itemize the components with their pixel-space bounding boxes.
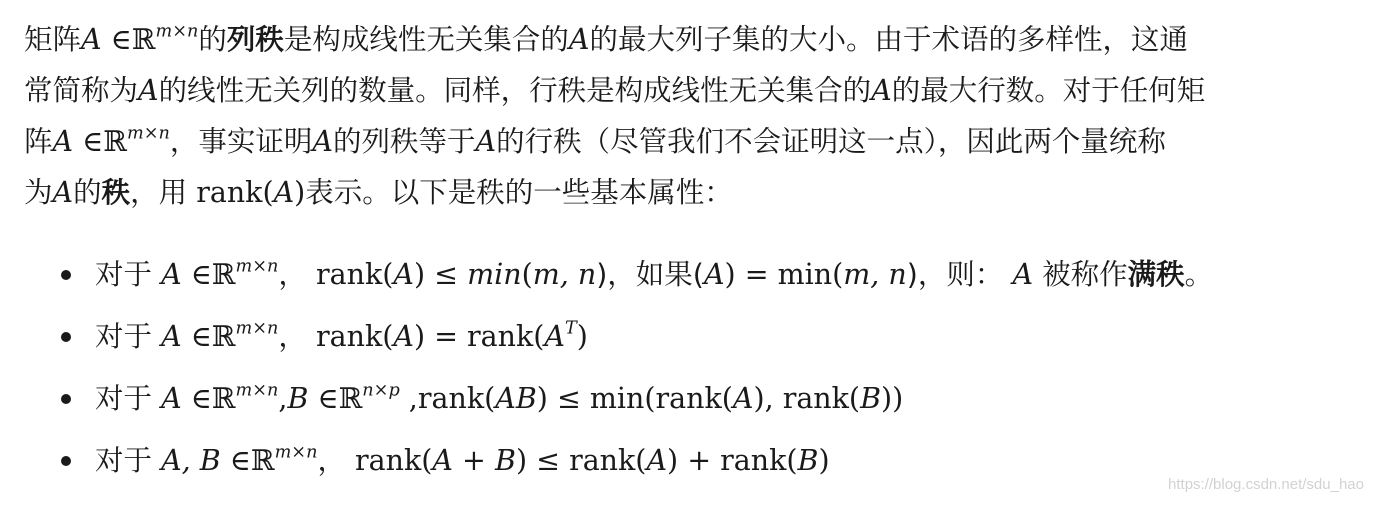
math-set: ∈ℝ — [220, 444, 275, 477]
math-var: A — [703, 258, 725, 291]
math-paren: ) — [576, 320, 588, 353]
text-run: 的线性无关列的数量。同样，行秩是构成线性无关集合的 — [158, 74, 872, 107]
math-var: A — [393, 258, 414, 291]
text-run: 的最大行数。对于任何矩 — [891, 74, 1206, 107]
text-run: 矩阵 — [24, 23, 82, 56]
math-var: A — [544, 320, 566, 353]
math-expr: ) = rank( — [413, 320, 545, 353]
math-var: A — [475, 125, 497, 158]
paragraph-line-3 — [24, 116, 1360, 167]
text-run: 对于 — [95, 444, 162, 477]
math-expr: ,rank( — [399, 382, 496, 415]
math-var: A — [568, 23, 590, 56]
math-paren: )) — [881, 382, 904, 415]
text-run: 的行秩（尽管我们不会证明这一点），因此两个量统称 — [496, 125, 1166, 158]
watermark-url: https://blog.csdn.net/sdu_hao — [1168, 476, 1364, 493]
paragraph-line-2 — [24, 65, 1360, 116]
text-run: ，用 — [130, 176, 197, 209]
text-run: 为 — [24, 176, 53, 209]
text-run: ，事实证明 — [169, 125, 313, 158]
math-var: A — [52, 125, 74, 158]
math-var: B — [495, 444, 516, 477]
math-set: ∈ℝ — [101, 23, 156, 56]
math-expr: ) = min( — [724, 258, 844, 291]
paragraph-line-1 — [24, 14, 1360, 65]
math-dim: m×n — [274, 442, 318, 463]
list-item — [24, 368, 1213, 430]
math-expr: ) ≤ — [413, 258, 468, 291]
math-dim: n×p — [362, 380, 400, 401]
math-var: A — [81, 23, 102, 56]
bullet-icon — [61, 394, 71, 404]
math-var: B — [860, 382, 882, 415]
math-var: A — [393, 320, 414, 353]
bullet-icon — [61, 456, 71, 466]
math-set: ∈ℝ — [181, 382, 236, 415]
text-run: 是构成线性无关集合的 — [283, 23, 569, 56]
term-rank: 秩 — [101, 176, 131, 209]
math-set: ∈ℝ — [181, 320, 236, 353]
text-run: )，则： — [906, 258, 1013, 291]
math-set: ∈ℝ — [181, 258, 236, 291]
text-run: 的最大列子集的大小。由于术语的多样性，这通 — [589, 23, 1189, 56]
text-run: 表示。以下是秩的一些基本属性： — [305, 176, 733, 209]
math-var: A — [312, 125, 333, 158]
math-var: A — [646, 444, 668, 477]
text-run: 的 — [73, 176, 102, 209]
math-paren: ( — [521, 258, 533, 291]
math-var: A — [161, 382, 182, 415]
math-var: A — [161, 258, 182, 291]
math-var: A — [273, 176, 295, 209]
text-run: 的列秩等于 — [332, 125, 476, 158]
text-run: 被称作 — [1033, 258, 1128, 291]
bullet-icon — [61, 270, 71, 280]
rank-properties-list — [24, 244, 1213, 492]
intro-paragraph — [24, 14, 1360, 218]
math-expr: ) ≤ min(rank( — [536, 382, 733, 415]
term-column-rank: 列秩 — [226, 23, 284, 56]
math-var: A — [1012, 258, 1034, 291]
math-var: B — [797, 444, 819, 477]
list-item — [24, 306, 1213, 368]
math-paren: ) — [818, 444, 830, 477]
math-paren: ) — [294, 176, 306, 209]
math-expr: ， rank( — [317, 444, 433, 477]
math-var: AB — [495, 382, 537, 415]
math-set: ∈ℝ — [73, 125, 127, 158]
math-dim: m×n — [126, 123, 170, 144]
text-run: 对于 — [95, 382, 162, 415]
math-transpose: T — [565, 318, 577, 339]
math-expr: + — [453, 444, 495, 477]
list-item — [24, 430, 1213, 492]
bullet-icon — [61, 332, 71, 342]
text-run: 常简称为 — [24, 74, 139, 107]
math-var: A — [138, 74, 159, 107]
math-var: A, B — [161, 444, 221, 477]
list-item — [24, 244, 1213, 306]
text-run: )，如果( — [596, 258, 704, 291]
math-func: min — [467, 258, 522, 291]
math-dim: m×n — [235, 380, 279, 401]
text-run: 的 — [198, 23, 227, 56]
math-var: A — [161, 320, 182, 353]
text-run: 对于 — [95, 258, 162, 291]
math-dim: m×n — [155, 21, 199, 42]
math-dim: m×n — [235, 318, 279, 339]
paragraph-line-4 — [24, 167, 1360, 218]
math-var: A — [732, 382, 754, 415]
math-expr: ) ≤ rank( — [515, 444, 647, 477]
math-dim: m×n — [235, 256, 279, 277]
math-var: m, n — [843, 258, 907, 291]
math-set: ∈ℝ — [308, 382, 363, 415]
math-var: A — [432, 444, 453, 477]
math-expr: ， rank( — [278, 258, 394, 291]
math-expr: , — [278, 382, 288, 415]
math-var: B — [287, 382, 309, 415]
term-full-rank: 满秩 — [1127, 258, 1185, 291]
math-expr: ， rank( — [278, 320, 394, 353]
math-expr: ) + rank( — [667, 444, 798, 477]
text-run: 。 — [1184, 258, 1214, 291]
text-run: 阵 — [24, 125, 53, 158]
math-var: A — [871, 74, 892, 107]
math-expr: ), rank( — [753, 382, 861, 415]
math-func: rank( — [196, 176, 274, 209]
text-run: 对于 — [95, 320, 162, 353]
math-var: m, n — [532, 258, 597, 291]
math-var: A — [52, 176, 74, 209]
